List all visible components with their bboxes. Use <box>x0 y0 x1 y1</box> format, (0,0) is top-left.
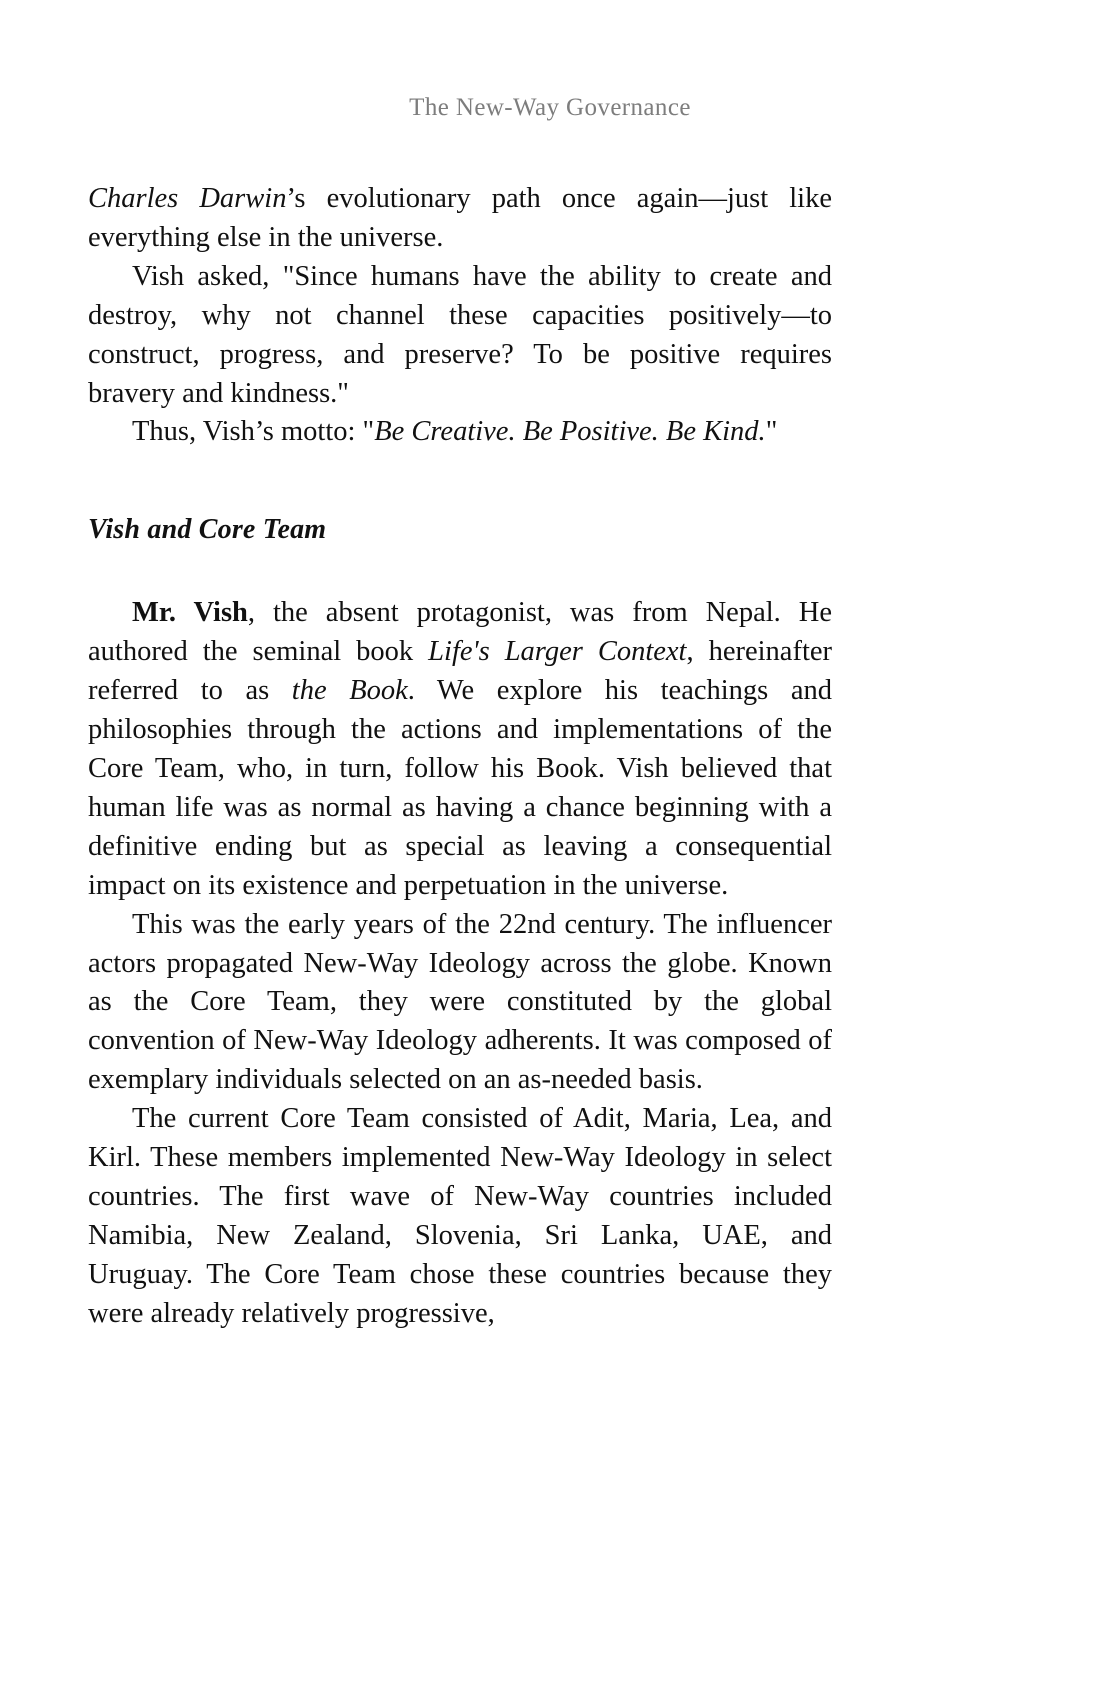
darwin-rest: ’s evolutionary path once again—just like everything else in the universe. <box>88 183 832 253</box>
mr-vish-seg1: , the absent protagonist, was from Nepal. He authored the seminal book <box>88 597 832 668</box>
motto-suffix: " <box>765 416 778 448</box>
darwin-italic-lead: Charles Darwin <box>88 183 287 214</box>
motto-italic: Be Creative. Be Positive. Be Kind. <box>374 416 766 448</box>
mr-vish-seg2: , hereinafter referred to as <box>88 636 832 707</box>
paragraph-22nd-century: This was the early years of the 22nd century. The influencer actors propagated New-Way Ideology across the globe. Known as the Core Team, they were constituted by the global convention of New-Way Ideology adherents. It was composed of exemplary individuals selected on an as-needed basis. <box>88 908 832 1096</box>
spacer-before-heading <box>88 452 832 514</box>
mr-vish-bold: Mr. Vish <box>132 597 248 629</box>
page-text-block <box>88 180 832 1334</box>
paragraph-mr-vish <box>88 594 832 905</box>
the-book-italic: the Book <box>291 675 408 707</box>
spacer-after-heading <box>88 546 832 594</box>
paragraph-darwin <box>88 180 832 258</box>
paragraph-core-team-members: The current Core Team consisted of Adit, Maria, Lea, and Kirl. These members implemented New-Way Ideology in select countries. The first wave of New-Way countries included Namibia, New Zealand, Slovenia, Sri Lanka, UAE, and Uruguay. The Core Team chose these countries because they were already relatively progressive, <box>88 1103 832 1329</box>
running-head: The New-Way Governance <box>409 94 691 121</box>
motto-prefix: Thus, Vish’s motto: " <box>132 416 375 448</box>
section-heading-vish-and-core-team: Vish and Core Team <box>88 514 327 546</box>
paragraph-vish-asked: Vish asked, "Since humans have the ability to create and destroy, why not channel these capacities positively—to construct, progress, and preserve? To be positive requires bravery and kindness." <box>88 260 832 409</box>
book-title-italic: Life's Larger Context <box>428 636 687 668</box>
mr-vish-seg3: . We explore his teachings and philosophies through the actions and implementations of the Core Team, who, in turn, follow his Book. Vish believed that human life was as normal as having a chance beginning with a definitive ending but as special as leaving a consequential impact on its existence and perpetuation in the universe. <box>88 675 832 901</box>
paragraph-motto <box>88 413 832 452</box>
